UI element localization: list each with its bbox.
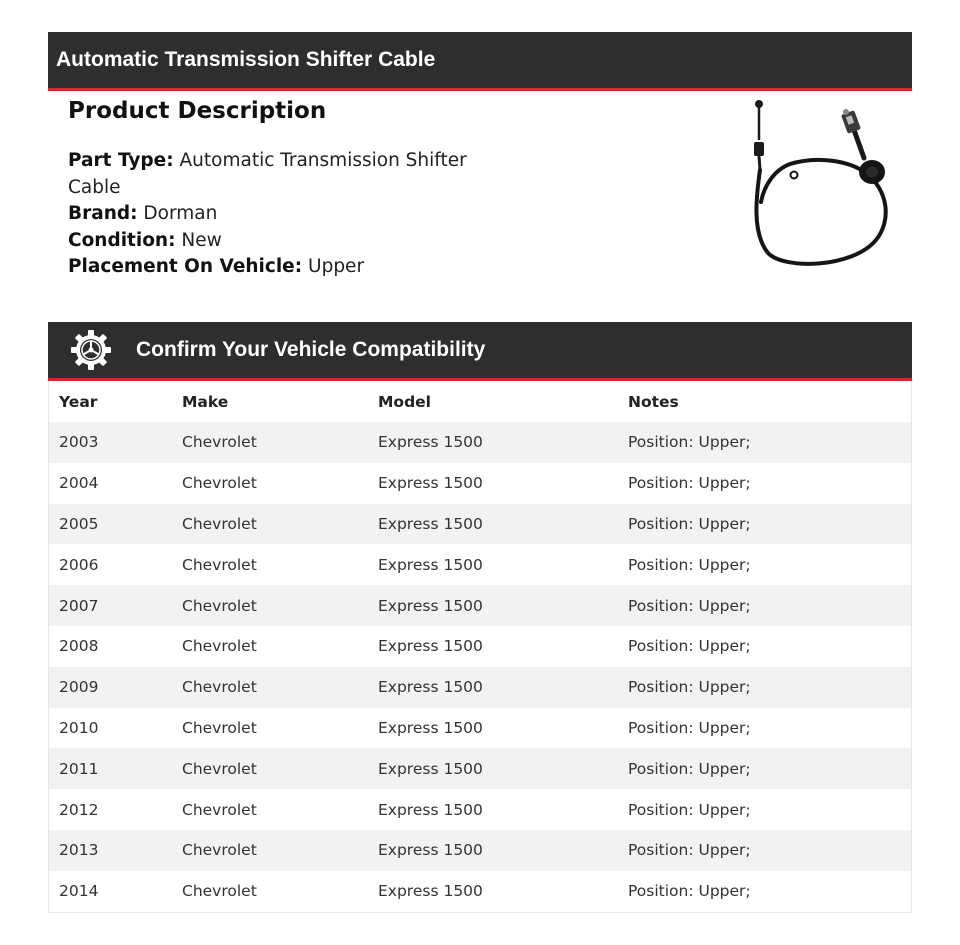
condition-value: New: [181, 229, 222, 251]
cell-year: 2008: [59, 637, 99, 656]
brand-value: Dorman: [143, 203, 218, 224]
cell-notes: Position: Upper;: [628, 474, 751, 493]
cell-notes: Position: Upper;: [628, 841, 751, 860]
cell-make: Chevrolet: [182, 433, 257, 452]
cell-notes: Position: Upper;: [628, 433, 751, 452]
compatibility-table-wrapper: [48, 381, 912, 913]
cell-year: 2010: [59, 718, 99, 737]
cell-make: Chevrolet: [182, 596, 257, 615]
table-row: [49, 667, 911, 708]
cell-year: 2014: [59, 882, 99, 901]
cell-model: Express 1500: [378, 637, 483, 656]
product-description: [68, 96, 488, 281]
cell-model: Express 1500: [378, 759, 483, 778]
table-header-row: [49, 381, 911, 422]
product-image: [738, 98, 894, 270]
cell-make: Chevrolet: [182, 759, 257, 778]
table-row: [49, 422, 911, 463]
cell-notes: Position: Upper;: [628, 882, 751, 901]
cell-model: Express 1500: [378, 555, 483, 574]
cell-model: Express 1500: [378, 800, 483, 819]
cell-year: 2004: [59, 474, 99, 493]
gear-car-icon: [70, 329, 112, 371]
compatibility-title: Confirm Your Vehicle Compatibility: [136, 338, 486, 361]
cell-notes: Position: Upper;: [628, 800, 751, 819]
cell-model: Express 1500: [378, 678, 483, 697]
cell-notes: Position: Upper;: [628, 759, 751, 778]
part-type-label: Part Type:: [68, 150, 174, 171]
column-header-year: Year: [59, 392, 98, 411]
cell-model: Express 1500: [378, 841, 483, 860]
table-row: [49, 871, 911, 912]
placement-value: Upper: [308, 256, 365, 277]
cell-model: Express 1500: [378, 514, 483, 533]
cell-make: Chevrolet: [182, 637, 257, 656]
compatibility-banner: [48, 322, 912, 381]
cell-notes: Position: Upper;: [628, 514, 751, 533]
description-heading: Product Description: [68, 98, 327, 124]
placement-line: [68, 254, 488, 281]
cell-year: 2005: [59, 514, 99, 533]
cell-make: Chevrolet: [182, 718, 257, 737]
table-row: [49, 626, 911, 667]
compatibility-table: [49, 381, 911, 912]
cell-year: 2009: [59, 678, 99, 697]
cell-make: Chevrolet: [182, 555, 257, 574]
cell-model: Express 1500: [378, 882, 483, 901]
part-type-line: [68, 148, 488, 201]
table-row: [49, 504, 911, 545]
cell-make: Chevrolet: [182, 800, 257, 819]
cell-make: Chevrolet: [182, 841, 257, 860]
table-row: [49, 830, 911, 871]
cell-notes: Position: Upper;: [628, 637, 751, 656]
condition-line: [68, 228, 488, 255]
product-title: Automatic Transmission Shifter Cable: [56, 48, 436, 71]
brand-line: [68, 201, 488, 228]
table-row: [49, 585, 911, 626]
cell-year: 2006: [59, 555, 99, 574]
column-header-notes: Notes: [628, 392, 679, 411]
column-header-model: Model: [378, 392, 431, 411]
cell-year: 2013: [59, 841, 99, 860]
cell-model: Express 1500: [378, 433, 483, 452]
column-header-make: Make: [182, 392, 229, 411]
table-row: [49, 789, 911, 830]
cell-make: Chevrolet: [182, 514, 257, 533]
table-row: [49, 708, 911, 749]
cell-notes: Position: Upper;: [628, 596, 751, 615]
cell-model: Express 1500: [378, 474, 483, 493]
part-type-value: Automatic Transmission Shifter Cable: [68, 150, 467, 198]
brand-label: Brand:: [68, 203, 138, 224]
cell-make: Chevrolet: [182, 474, 257, 493]
placement-label: Placement On Vehicle:: [68, 256, 303, 277]
cell-year: 2011: [59, 759, 99, 778]
condition-label: Condition:: [68, 229, 176, 251]
cell-year: 2007: [59, 596, 99, 615]
cell-model: Express 1500: [378, 718, 483, 737]
cell-notes: Position: Upper;: [628, 555, 751, 574]
cell-make: Chevrolet: [182, 882, 257, 901]
cell-notes: Position: Upper;: [628, 678, 751, 697]
cell-make: Chevrolet: [182, 678, 257, 697]
cell-model: Express 1500: [378, 596, 483, 615]
table-row: [49, 544, 911, 585]
table-row: [49, 463, 911, 504]
table-row: [49, 748, 911, 789]
cell-year: 2012: [59, 800, 99, 819]
product-title-banner: [48, 32, 912, 91]
cell-notes: Position: Upper;: [628, 718, 751, 737]
cell-year: 2003: [59, 433, 99, 452]
